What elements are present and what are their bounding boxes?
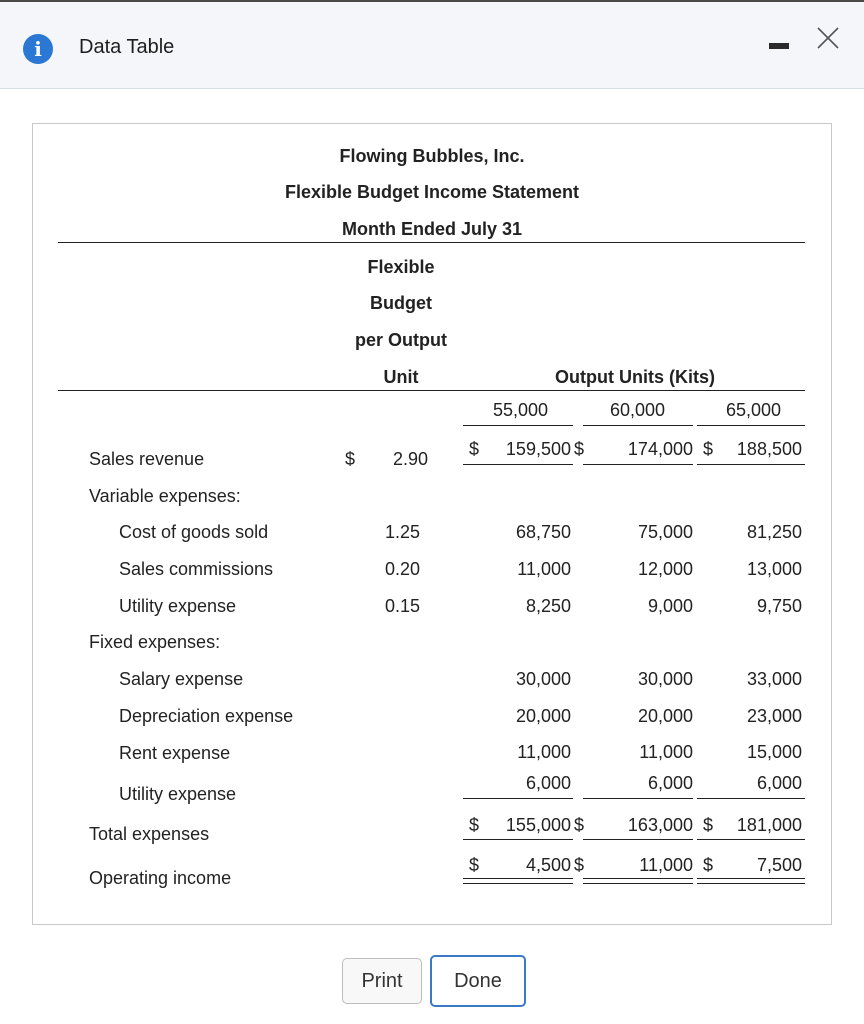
close-icon: [813, 23, 843, 53]
unit-col-header-line: Flexible: [367, 257, 435, 277]
sales-underline: [583, 464, 693, 465]
row-label-utility-fixed: Utility expense: [119, 784, 237, 804]
unit-value: 0.15: [384, 596, 420, 616]
cell-value: 7,500: [756, 855, 802, 875]
total-underline: [463, 839, 573, 840]
done-button[interactable]: Done: [430, 955, 526, 1007]
unit-value: 1.25: [384, 522, 420, 542]
cell-value: 20,000: [515, 706, 571, 726]
unit-col-header-line: Budget: [370, 293, 432, 313]
unit-col-header-line: per Output: [355, 330, 447, 350]
currency-sign: $: [469, 439, 480, 459]
row-label-utility-variable: Utility expense: [119, 596, 237, 616]
row-label-depreciation: Depreciation expense: [119, 706, 294, 726]
title-bar: [0, 2, 864, 89]
cell-value: 163,000: [627, 815, 693, 835]
cell-value: 23,000: [746, 706, 802, 726]
row-label-rent: Rent expense: [119, 743, 231, 763]
sales-underline: [697, 464, 805, 465]
cell-value: 181,000: [736, 815, 802, 835]
section-heading-variable: Variable expenses:: [89, 486, 241, 506]
cell-value: 8,250: [525, 596, 571, 616]
income-double-underline: [583, 878, 693, 884]
minimize-icon: [769, 43, 789, 49]
output-units-header: Output Units (Kits): [555, 367, 715, 387]
print-button[interactable]: Print: [342, 958, 422, 1004]
cell-value: 30,000: [637, 669, 693, 689]
expenses-underline: [697, 798, 805, 799]
row-label-operating-income: Operating income: [89, 868, 232, 888]
cell-value: 188,500: [736, 439, 802, 459]
unit-value: 0.20: [384, 559, 420, 579]
cell-value: 6,000: [525, 773, 571, 793]
income-double-underline: [463, 878, 573, 884]
output-level: 60,000: [609, 400, 665, 420]
row-label-sales-revenue: Sales revenue: [89, 449, 205, 469]
statement-period: Month Ended July 31: [341, 219, 523, 239]
cell-value: 13,000: [746, 559, 802, 579]
cell-value: 68,750: [515, 522, 571, 542]
cell-value: 30,000: [515, 669, 571, 689]
currency-sign: $: [469, 815, 480, 835]
window-title: Data Table: [79, 36, 175, 58]
cell-value: 20,000: [637, 706, 693, 726]
expenses-underline: [583, 798, 693, 799]
currency-sign: $: [703, 815, 714, 835]
cell-value: 81,250: [746, 522, 802, 542]
section-heading-fixed: Fixed expenses:: [89, 632, 221, 652]
level-underline: [583, 425, 693, 426]
cell-value: 12,000: [637, 559, 693, 579]
currency-sign: $: [703, 855, 714, 875]
cell-value: 11,000: [639, 742, 693, 762]
column-rule: [58, 390, 805, 391]
cell-value: 11,000: [639, 855, 693, 875]
row-label-cogs: Cost of goods sold: [119, 522, 269, 542]
info-icon: i: [23, 34, 53, 64]
cell-value: 174,000: [627, 439, 693, 459]
expenses-underline: [463, 798, 573, 799]
currency-sign: $: [574, 439, 585, 459]
cell-value: 6,000: [756, 773, 802, 793]
output-level: 55,000: [492, 400, 548, 420]
cell-value: 4,500: [525, 855, 571, 875]
unit-col-header-line: Unit: [383, 367, 419, 387]
row-label-salary: Salary expense: [119, 669, 244, 689]
cell-value: 15,000: [746, 742, 802, 762]
income-double-underline: [697, 878, 805, 884]
level-underline: [697, 425, 805, 426]
currency-sign: $: [574, 855, 585, 875]
close-button[interactable]: [813, 23, 843, 53]
row-label-sales-commissions: Sales commissions: [119, 559, 274, 579]
header-rule: [58, 242, 805, 243]
cell-value: 9,000: [647, 596, 693, 616]
cell-value: 33,000: [746, 669, 802, 689]
currency-sign: $: [469, 855, 480, 875]
cell-value: 6,000: [647, 773, 693, 793]
unit-value: 2.90: [392, 449, 428, 469]
level-underline: [463, 425, 573, 426]
data-table-panel: [32, 123, 832, 925]
cell-value: 159,500: [505, 439, 571, 459]
total-underline: [583, 839, 693, 840]
statement-name: Flexible Budget Income Statement: [284, 182, 580, 202]
minimize-button[interactable]: [766, 40, 792, 56]
total-underline: [697, 839, 805, 840]
output-level: 65,000: [725, 400, 781, 420]
cell-value: 9,750: [756, 596, 802, 616]
cell-value: 155,000: [505, 815, 571, 835]
currency-sign: $: [703, 439, 714, 459]
cell-value: 11,000: [517, 559, 571, 579]
company-name: Flowing Bubbles, Inc.: [339, 146, 525, 166]
currency-sign: $: [345, 449, 356, 469]
currency-sign: $: [574, 815, 585, 835]
cell-value: 11,000: [517, 742, 571, 762]
cell-value: 75,000: [637, 522, 693, 542]
row-label-total-expenses: Total expenses: [89, 824, 210, 844]
sales-underline: [463, 464, 573, 465]
